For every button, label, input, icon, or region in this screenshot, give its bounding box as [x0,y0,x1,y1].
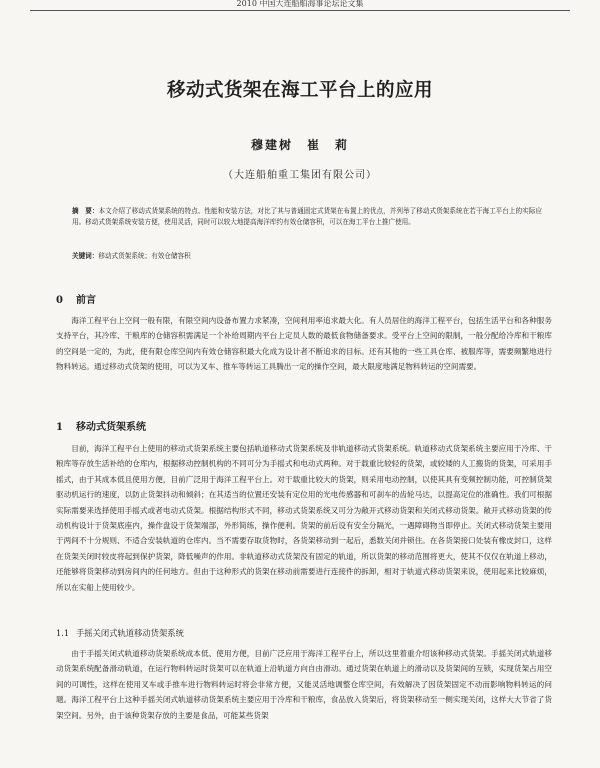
keywords-label: 关键词： [72,252,99,260]
section-title: 前言 [76,295,96,306]
keywords [72,251,542,262]
section-heading-system [56,418,146,433]
running-header: 2010 中国大连船舶海事论坛论文集 [30,0,570,11]
abstract-label: 摘 要： [72,207,99,215]
section-title: 移动式货架系统 [76,422,146,433]
section-number: 0 [56,295,63,306]
subsection-number: 1.1 [56,628,70,638]
paper-title: 移动式货架在海工平台上的应用 [166,80,433,101]
section-heading-intro [56,291,96,306]
subsection-heading [56,627,184,639]
section-number: 1 [56,422,63,433]
abstract-text: 本文介绍了移动式货架系统的特点、性能和安装方法，对比了其与普通固定式货架在布置上的优点，并列举了移动式货架系统在若干海工平台上的实际应用。移动式货架系统安装方便，使用灵活，同时可以较大地提高海洋库约有效仓储容积，可以在海工平台上推广使用。 [72,207,543,226]
subsection-paragraph: 由于手摇关闭式轨道移动货架系统成本低、使用方便，目前广泛应用于海洋工程平台上，所以这里着重介绍该种移动式货架。手摇关闭式轨道移动货架系统配备滑动轨道，在运行物料转运时货架可以在轨道上沿轨道方向自由滑动。通过货架在轨道上的滑动以及货架间的互锁，实现货架占用空间的可调性，这样在使用叉车或手推车进行物料转运时将会非常方便，又能灵活地调整仓库空间，有效解决了因货架固定不动而影响物料转运的问题。海洋工程平台上这种手摇关闭式轨道移动货架系统主要应用于冷库和干粮库，食品放入货架后，将货架移动至一侧实现关闭，这样大大节省了货架空间。另外，由于该种货架存放的主要是食品，可能某些货架 [56,649,552,720]
system-paragraph: 目前，海洋工程平台上使用的移动式货架系统主要包括轨道移动式货架系统及非轨道移动式货架系统。轨道移动式货架系统主要应用于冷库、干粮库等存放生活补给的仓库内，根据移动控制机构的不同可分为手摇式和电动式两种。对于载重比较轻的货架，或较矮的人工搬货的货架，可采用手摇式，由于其成本低且使用方便，目前广泛用于海洋工程平台上。对于载重比较大的货架，则采用电动控制，以使其具有变频控制功能，可控制货架驱动机运行的速度，以防止货架抖动和倾斜；在其适当的位置还安装有定位用的光电传感器和可刹车的齿轮马达，以提高定位的准确性。我们可根据实际需要来选择使用手摇式或者电动式货架。根据结构形式不同，移动式货架系统又可分为敞开式移动货架和关闭式移动货架。敞开式移动货架的传动机构设计于货架底座内，操作盘设于货架端部，外形简练，操作便利。货架的前后设有安全分隔光，一遇障碍物当即停止。关闭式移动货架主要用于两间不十分规则、不适合安装轨道的仓库内。当不需要存取货物时，各货架移动到一起后，悉数关闭并锁住。在各货架接口处装有橡皮封口，这样在货架关闭时较皮将起到保护货架，降低噪声的作用。非轨道移动式货架没有固定的轨道，所以货架的移动范围将更大，使其不仅仅在轨道上移动，还能够将货架移动到房间内的任何地方。但由于这种形式的货架在移动前需要进行连接件的拆卸，相对于轨道式移动货架来说，使用起来比较麻烦，所以在实船上使用较少。 [56,444,552,592]
subsection-title: 手摇关闭式轨道移动货架系统 [76,628,184,638]
authors: 穆建树 崔 莉 [250,138,349,152]
abstract [72,206,542,228]
affiliation: （大连船舶重工集团有限公司） [223,170,377,181]
intro-paragraph: 海洋工程平台上空间一般有限，有限空间内设备布置力求紧凑，空间利用率追求最大化。有人员居住的海洋工程平台，包括生活平台和各种服务支持平台，其冷库、干粮库的仓储容积需满足一个补给周期内平台上定员人数的最低食物储备要求。受平台上空间的限制，一般分配给冷库和干粮库的空间是一定的，为此，使有限仓库空间内有效仓储容积最大化成为设计者不断追求的目标。还有其他的一些工具仓库、被服库等，需要频繁地进行物料转运。通过移动式货架的使用，可以为叉车、推车等转运工具腾出一定的操作空间，最大限度地满足物料转运的空间需要。 [56,316,552,372]
keywords-text: 移动式货架系统；有效仓储容积 [98,252,191,260]
